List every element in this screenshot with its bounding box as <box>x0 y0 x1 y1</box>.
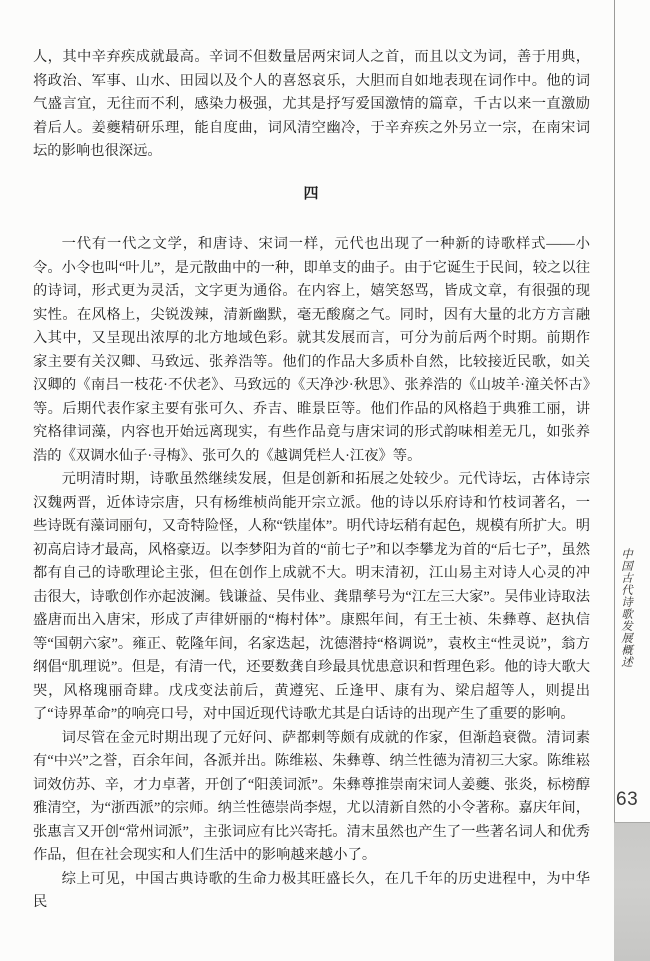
paragraph-xiaoling: 一代有一代之文学，和唐诗、宋词一样，元代也出现了一种新的诗歌样式——小令。小令也叫“叶儿”，是元散曲中的一种，即单支的曲子。由于它诞生于民间，较之以往的诗词，形式更为灵活，文字更为通俗。在内容上，嬉笑怒骂，皆成文章，有很强的现实性。在风格上，尖锐泼辣，清新幽默，毫无酸腐之气。同时，因有大量的北方方言融入其中，又呈现出浓厚的北方地域色彩。就其发展而言，可分为前后两个时期。前期作家主要有关汉卿、马致远、张养浩等。他们的作品大多质朴自然，比较接近民歌，如关汉卿的《南吕一枝花·不伏老》、马致远的《天净沙·秋思》、张养浩的《山坡羊·潼关怀古》等。后期代表作家主要有张可久、乔吉、睢景臣等。他们作品的风格趋于典雅工丽，讲究格律词藻，内容也开始远离现实，有些作品竟与唐宋词的形式韵味相差无几，如张养浩的《双调水仙子·寻梅》、张可久的《越调凭栏人·江夜》等。 <box>33 236 590 464</box>
paragraph-qing-ci: 词尽管在金元时期出现了元好问、萨都剌等颇有成就的作家，但渐趋衰微。清词素有“中兴”之誉，百余年间，各派并出。陈维崧、朱彝尊、纳兰性德为清初三大家。陈维崧词效仿苏、辛，才力卓著，开创了“阳羡词派”。朱彝尊推崇南宋词人姜夔、张炎，标榜醇雅清空，为“浙西派”的宗师。纳兰性德崇尚李煜，尤以清新自然的小令著称。嘉庆年间，张惠言又开创“常州词派”，主张词应有比兴寄托。清末虽然也产生了一些著名词人和优秀作品，但在社会现实和人们生活中的影响越来越小了。 <box>33 729 590 863</box>
paragraph-yuan-ming-qing-poetry: 元明清时期，诗歌虽然继续发展，但是创新和拓展之处较少。元代诗坛，古体诗宗汉魏两晋，近体诗宗唐，只有杨维桢尚能开宗立派。他的诗以乐府诗和竹枝词著名，一些诗既有藻词丽句，又奇特险怪，人称“铁崖体”。明代诗坛稍有起色，规模有所扩大。明初高启诗才最高，风格豪迈。以李梦阳为首的“前七子”和以李攀龙为首的“后七子”，虽然都有自己的诗歌理论主张，但在创作上成就不大。明末清初，江山易主对诗人心灵的冲击很大，诗歌创作亦起波澜。钱谦益、吴伟业、龚鼎孳号为“江左三大家”。吴伟业诗取法盛唐而出入唐宋，形成了声律妍丽的“梅村体”。康熙年间，有王士祯、朱彝尊、赵执信等“国朝六家”。雍正、乾隆年间，名家迭起，沈德潜持“格调说”，袁枚主“性灵说”，翁方纲倡“肌理说”。但是，有清一代，还要数龚自珍最具忧患意识和哲理色彩。他的诗大歌大哭，风格瑰丽奇肆。戊戌变法前后，黄遵宪、丘逢甲、康有为、梁启超等人，则提出了“诗界革命”的响亮口号，对中国近现代诗歌尤其是白话诗的出现产生了重要的影响。 <box>33 471 590 722</box>
page-number: 63 <box>616 789 639 810</box>
main-text-column <box>33 46 590 915</box>
paragraph-continuation: 人，其中辛弃疾成就最高。辛词不但数量居两宋词人之首，而且以文为词，善于用典，将政治、军事、山水、田园以及个人的喜怒哀乐，大胆而自如地表现在词作中。他的词气盛言宜，无往而不利，感染力极强，尤其是抒写爱国激情的篇章，千古以来一直激励着后人。姜夔精研乐理，能自度曲，词风清空幽冷，于辛弃疾之外另立一宗，在南宋词坛的影响也很深远。 <box>33 49 590 159</box>
corner-tab-block <box>614 822 650 961</box>
margin-divider-line <box>614 0 615 822</box>
section-header: 四 <box>303 185 320 202</box>
paragraph-conclusion: 综上可见，中国古典诗歌的生命力极其旺盛长久，在几千年的历史进程中，为中华民 <box>33 870 590 910</box>
sidebar-chapter-title: 中国古代诗歌发展概述 <box>620 548 632 668</box>
